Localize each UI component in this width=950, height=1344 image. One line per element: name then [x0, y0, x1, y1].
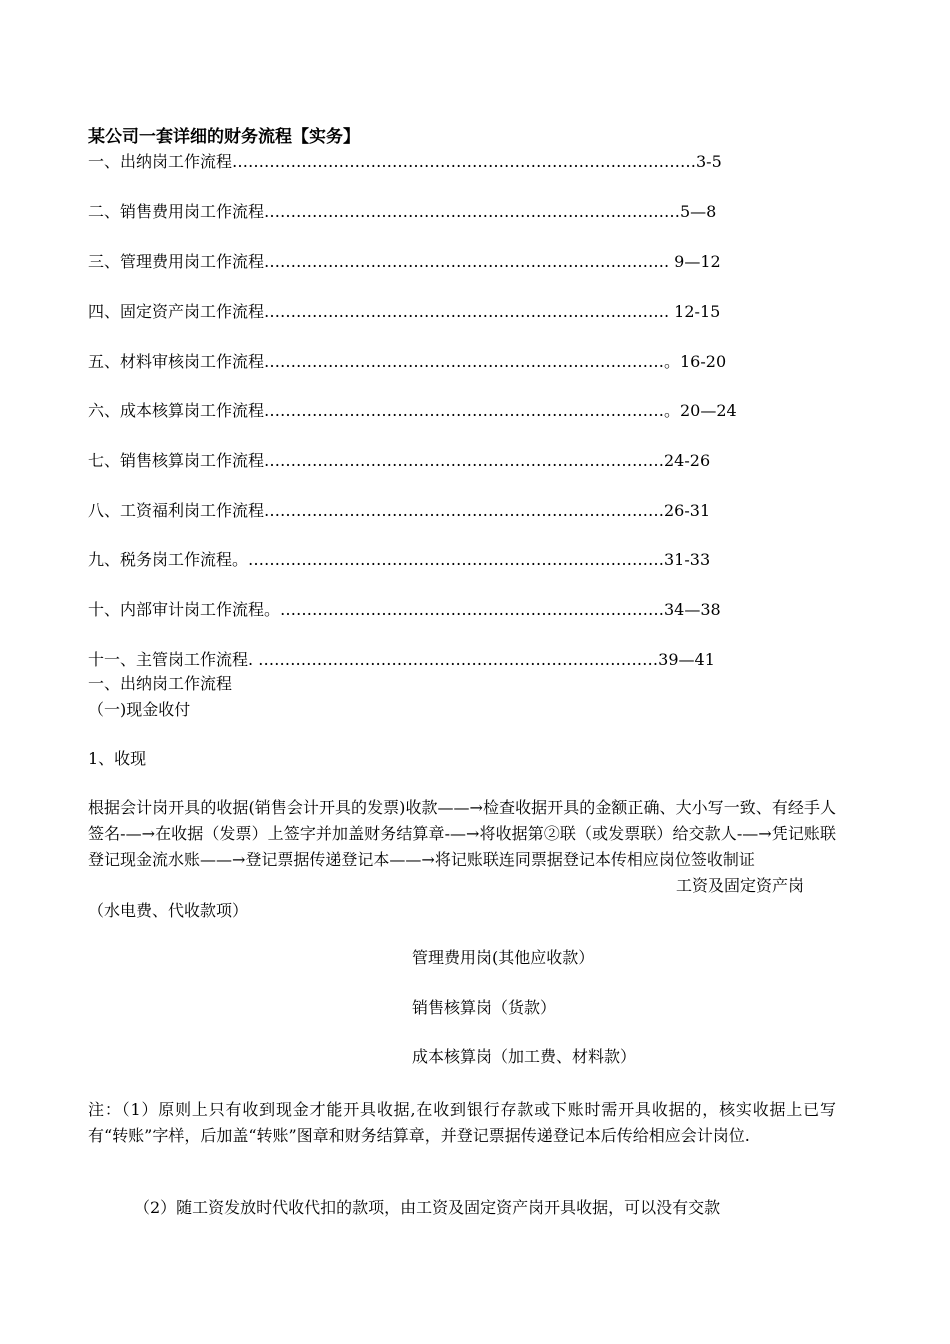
destination-sales-accounting: 销售核算岗（货款）: [412, 998, 557, 1017]
destination-wage-asset: 工资及固定资产岗: [676, 876, 805, 895]
toc-entry-9: 九、税务岗工作流程。……………………………………………………………………31-33: [88, 550, 711, 569]
document-title: 某公司一套详细的财务流程【实务】: [88, 127, 360, 147]
toc-entry-5: 五、材料审核岗工作流程…………………………………………………………………。16-20: [88, 352, 727, 371]
toc-entry-1: 一、出纳岗工作流程……………………………………………………………………………3-5: [88, 152, 722, 171]
toc-entry-2: 二、销售费用岗工作流程……………………………………………………………………5—8: [88, 202, 717, 221]
item-heading: 1、收现: [88, 749, 147, 768]
toc-entry-8: 八、工资福利岗工作流程…………………………………………………………………26-31: [88, 501, 711, 520]
subsection-heading: （一)现金收付: [88, 700, 191, 719]
flow-paragraph: 根据会计岗开具的收据(销售会计开具的发票)收款——→检查收据开具的金额正确、大小写一致、有经手人签名-—→在收据（发票）上签字并加盖财务结算章-—→将收据第②联（或发票联）给交款人-—→凭记账联登记现金流水账——→登记票据传递登记本——→将记账联连同票据登记本传相应岗位签收制证: [88, 798, 836, 869]
toc-entry-6: 六、成本核算岗工作流程…………………………………………………………………。20—24: [88, 401, 737, 420]
toc-entry-7: 七、销售核算岗工作流程…………………………………………………………………24-26: [88, 451, 711, 470]
toc-entry-11: 十一、主管岗工作流程. …………………………………………………………………39—41: [88, 650, 715, 669]
destination-cost-accounting: 成本核算岗（加工费、材料款）: [412, 1047, 637, 1066]
toc-entry-3: 三、管理费用岗工作流程…………………………………………………………………. 9—12: [88, 252, 721, 271]
destination-admin-expense: 管理费用岗(其他应收款）: [412, 948, 595, 967]
toc-entry-10: 十、内部审计岗工作流程。………………………………………………………………34—38: [88, 600, 721, 619]
note-paragraph-1: 注：（1）原则上只有收到现金才能开具收据,在收到银行存款或下账时需开具收据的，核实收据上已写有“转账”字样，后加盖“转账”图章和财务结算章，并登记票据传递登记本后传给相应会计岗位.: [88, 1100, 836, 1145]
note-paragraph-2: （2）随工资发放时代收代扣的款项，由工资及固定资产岗开具收据，可以没有交款: [134, 1198, 721, 1217]
section-heading: 一、出纳岗工作流程: [88, 674, 233, 693]
toc-entry-4: 四、固定资产岗工作流程…………………………………………………………………. 12-15: [88, 302, 721, 321]
destination-wage-note: （水电费、代收款项）: [88, 901, 249, 920]
